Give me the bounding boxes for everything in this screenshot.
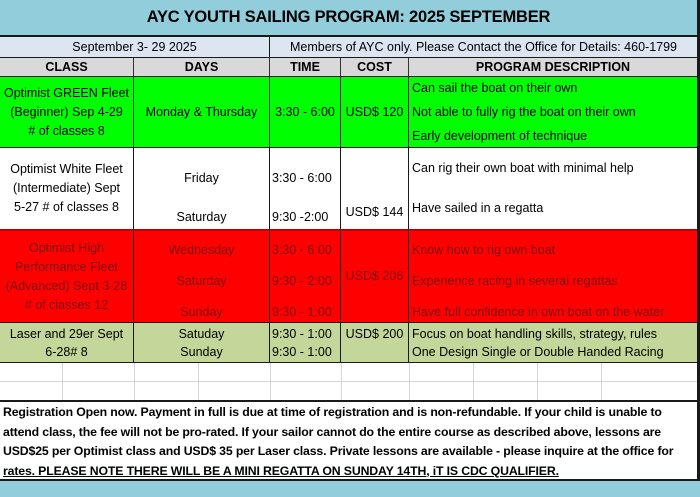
description-line: Have full confidence in own boat on the water [412, 305, 665, 319]
gridline [198, 363, 199, 400]
members-note: Members of AYC only. Please Contact the Office for Details: 460-1799 [270, 37, 697, 58]
class-line: # of classes 12 [24, 297, 109, 312]
empty-grid-rows [0, 363, 697, 400]
day: Saturday [176, 274, 227, 288]
description-cell [409, 323, 697, 363]
column-header-class: CLASS [0, 58, 134, 77]
day: Wednesday [168, 243, 235, 257]
class-line: (Intermediate) Sept [13, 181, 120, 195]
column-header-cost: COST [341, 58, 409, 77]
cost: USD$ 206 [345, 269, 404, 283]
program-dates: September 3- 29 2025 [0, 37, 270, 58]
class-cell [0, 323, 134, 363]
class-cell [0, 148, 134, 229]
gridline [409, 363, 410, 400]
class-line: Optimist White Fleet [10, 162, 123, 176]
column-header-description: PROGRAM DESCRIPTION [409, 58, 697, 77]
days-cell [134, 323, 270, 363]
days-cell [134, 148, 270, 229]
column-header-time: TIME [270, 58, 341, 77]
gridline [134, 363, 135, 400]
description-line: Know how to rig own boat [412, 243, 556, 257]
description-cell [409, 148, 697, 229]
gridline [473, 363, 474, 400]
time: 3:30 - 6:00 [275, 104, 335, 119]
description-line: Not able to fully rig the boat on their own [412, 105, 636, 119]
time: 9:30 - 1:00 [272, 326, 332, 341]
class-line: 6-28# 8 [45, 344, 88, 359]
class-line: (Beginner) Sep 4-29 [10, 104, 123, 119]
class-line: Performance Fleet [15, 259, 118, 274]
description-line: Experience racing in several regattas [412, 274, 618, 288]
gridline [270, 363, 271, 400]
class-line: Optimist GREEN Fleet [3, 85, 130, 100]
column-header-days: DAYS [134, 58, 270, 77]
day: Satuday [178, 326, 225, 341]
page-title: AYC YOUTH SAILING PROGRAM: 2025 SEPTEMBER [0, 0, 697, 37]
cost-cell [341, 323, 409, 363]
description-line: One Design Single or Double Handed Racing [412, 344, 664, 359]
gridline [0, 381, 697, 382]
day: Saturday [176, 210, 227, 224]
time-cell [270, 323, 341, 363]
time-cell [270, 229, 341, 323]
regatta-notice-line: rates. PLEASE NOTE THERE WILL BE A MINI REGATTA ON SUNDAY 14TH, iT IS CDC QUALIFIER. [3, 463, 559, 478]
time-cell [270, 148, 341, 229]
cost-cell [341, 77, 409, 148]
class-line: Laser and 29er Sept [9, 326, 124, 341]
class-cell [0, 77, 134, 148]
day: Friday [184, 171, 219, 185]
cost: USD$ 200 [345, 327, 404, 341]
description-line: Have sailed in a regatta [412, 201, 544, 215]
description-line: Can sail the boat on their own [412, 81, 578, 95]
time: 9:30 -2:00 [272, 210, 329, 224]
class-line: 5-27 # of classes 8 [14, 200, 119, 214]
description-cell [409, 77, 697, 148]
class-cell [0, 229, 134, 323]
time: 9:30 - 1:00 [272, 305, 332, 319]
gridline [601, 363, 602, 400]
gridline [62, 363, 63, 400]
cost: USD$ 144 [345, 205, 404, 219]
day: Sunday [180, 305, 223, 319]
days-cell [134, 77, 270, 148]
notice-line: Registration Open now. Payment in full is due at time of registration and is non-refundable. If your child is unable to [3, 405, 662, 419]
day: Sunday [180, 344, 223, 359]
cost: USD$ 120 [345, 104, 404, 119]
cost-cell [341, 148, 409, 229]
days-cell [134, 229, 270, 323]
time: 9:30 - 1:00 [272, 344, 332, 359]
notice-line: USD$25 per Optimist class and USD$ 35 per Laser class. Private lessons are available - please inquire at the office for [3, 444, 674, 458]
cost-cell [341, 229, 409, 323]
description-cell [409, 229, 697, 323]
day: Monday & Thursday [145, 104, 258, 119]
gridline [341, 363, 342, 400]
class-line: Optimist High [28, 240, 105, 255]
gridline [537, 363, 538, 400]
description-line: Focus on boat handling skills, strategy, rules [412, 326, 658, 341]
description-line: Can rig their own boat with minimal help [412, 161, 634, 175]
registration-notice [0, 400, 697, 481]
class-line: # of classes 8 [28, 123, 105, 138]
time: 3:30 - 6:00 [272, 171, 332, 185]
description-line: Early development of technique [412, 129, 588, 143]
time: 3:30 - 6:00 [272, 243, 332, 257]
class-line: (Advanced) Sept 3-28 [5, 278, 128, 293]
notice-line: attend class, the fee will not be pro-rated. If your sailor cannot do the entire course as described above, lessons are [3, 424, 661, 439]
time: 9:30 - 2:00 [272, 274, 332, 288]
time-cell [270, 77, 341, 148]
